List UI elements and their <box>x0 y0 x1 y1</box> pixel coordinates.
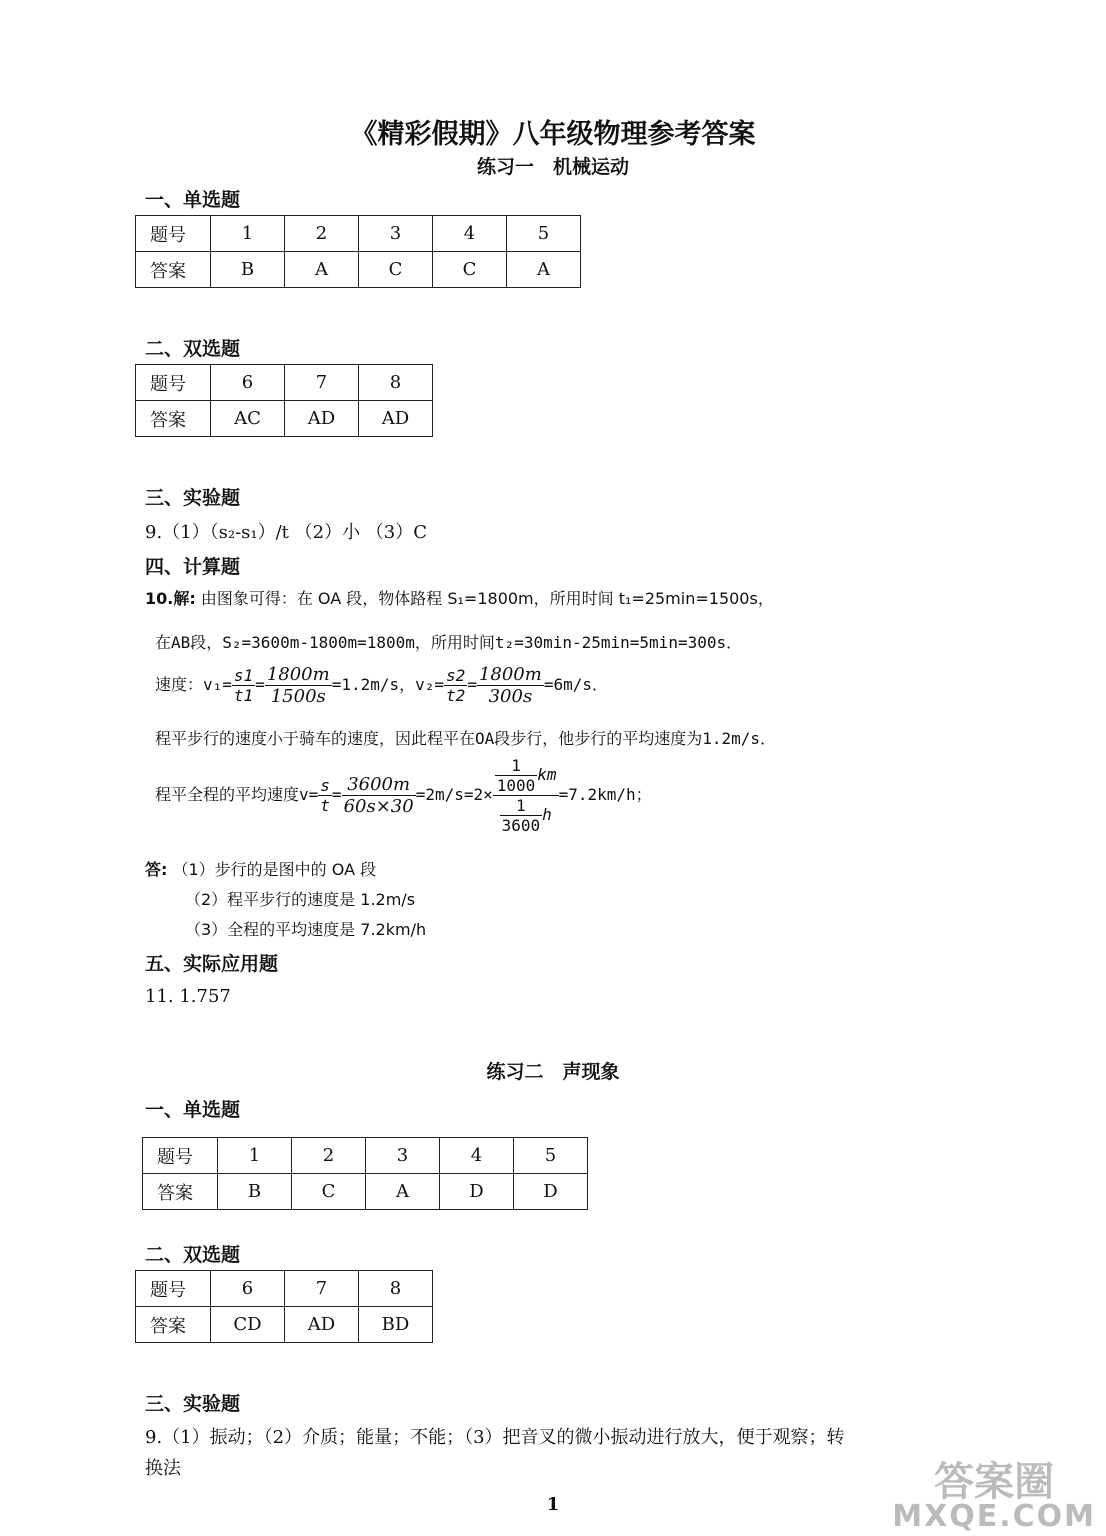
ex1-q9-answer: 9.（1）（s₂-s₁）/t （2）小 （3）C <box>145 522 428 543</box>
table-cell: AD <box>359 401 433 437</box>
table-cell: 6 <box>211 365 285 401</box>
table-cell: A <box>285 252 359 288</box>
ex1-section-calculation: 四、计算题 <box>145 556 241 578</box>
table-cell: 题号 <box>136 365 211 401</box>
ex1-section-single-choice: 一、单选题 <box>145 189 241 211</box>
table-cell: 7 <box>285 365 359 401</box>
table-row <box>136 1271 433 1307</box>
watermark-bottom: MXQE.COM <box>892 1499 1096 1534</box>
table-cell: 3 <box>366 1138 440 1174</box>
table-cell: 8 <box>359 365 433 401</box>
table-row <box>143 1174 588 1210</box>
table-cell: 2 <box>285 216 359 252</box>
ex2-section-double-choice: 二、双选题 <box>145 1244 241 1266</box>
table-cell: AC <box>211 401 285 437</box>
unit-text: h <box>542 805 552 824</box>
table-row <box>136 252 581 288</box>
ex1-q10-line4: 程平步行的速度小于骑车的速度，因此程平在OA段步行，他步行的平均速度为1.2m/s． <box>155 729 777 748</box>
fraction-numerator: 3600m <box>342 774 416 796</box>
fraction-numerator: 1800m <box>478 664 542 685</box>
ex2-section-single-choice: 一、单选题 <box>145 1099 241 1121</box>
fraction-denominator: t1 <box>233 686 254 705</box>
table-cell: 题号 <box>136 1271 211 1307</box>
table-cell: AD <box>285 401 359 437</box>
ex2-q9-answer-line1: 9.（1）振动；（2）介质；能量；不能；（3）把音叉的微小振动进行放大，便于观察；转 <box>145 1427 845 1448</box>
table-cell: BD <box>359 1307 433 1343</box>
table-cell: 答案 <box>143 1174 218 1210</box>
table-cell: B <box>218 1174 292 1210</box>
table-row <box>136 401 433 437</box>
fraction-numerator: 1 <box>495 756 538 776</box>
table-cell: 4 <box>433 216 507 252</box>
fraction-numerator: s1 <box>233 666 254 685</box>
watermark-top: 答案圈 <box>934 1459 1055 1505</box>
table-cell: 3 <box>359 216 433 252</box>
fraction-denominator: 1000 <box>496 776 536 795</box>
ex1-answer-line3: （3）全程的平均速度是 7.2km/h <box>185 920 427 939</box>
fraction-denominator: t <box>320 796 330 815</box>
ex1-double-choice-table <box>135 364 433 437</box>
fraction-numerator: s <box>320 776 330 795</box>
table-cell: 答案 <box>136 252 211 288</box>
ex1-section-double-choice: 二、双选题 <box>145 338 241 360</box>
table-cell: C <box>359 252 433 288</box>
fraction-denominator: 60s×30 <box>343 796 414 817</box>
table-cell: 6 <box>211 1271 285 1307</box>
ex1-q10-line1 <box>145 586 774 609</box>
exercise-2-title: 练习二 声现象 <box>486 1061 620 1083</box>
ex1-single-choice-table <box>135 215 581 288</box>
answer-label: 答: <box>145 860 168 879</box>
ex1-section-application: 五、实际应用题 <box>145 953 279 975</box>
table-cell: CD <box>211 1307 285 1343</box>
table-cell: A <box>366 1174 440 1210</box>
ex1-q10-line2: 在AB段，S₂=3600m-1800m=1800m，所用时间t₂=30min-25min=5min=300s． <box>155 633 743 652</box>
table-cell: 4 <box>440 1138 514 1174</box>
ex2-section-experiment: 三、实验题 <box>145 1393 241 1415</box>
fraction-denominator: t2 <box>446 686 466 705</box>
table-cell: 1 <box>218 1138 292 1174</box>
fraction-numerator: 1800m <box>266 664 330 685</box>
formula-text: 程平全程的平均速度v= <box>155 785 319 804</box>
table-row <box>136 1307 433 1343</box>
fraction-denominator: 300s <box>488 686 533 707</box>
fraction-denominator: 1500s <box>270 686 326 707</box>
formula-text: 速度：v₁= <box>155 675 232 694</box>
table-row <box>136 365 433 401</box>
table-cell: 题号 <box>136 216 211 252</box>
q10-label: 10.解: <box>145 589 196 608</box>
ex1-answer-line1 <box>145 857 376 880</box>
table-cell: 答案 <box>136 401 211 437</box>
ex2-double-choice-table <box>135 1270 433 1343</box>
table-cell: C <box>433 252 507 288</box>
ex1-answer-line2: （2）程平步行的速度是 1.2m/s <box>185 890 416 909</box>
table-row <box>136 216 581 252</box>
document-title: 《精彩假期》八年级物理参考答案 <box>350 119 756 150</box>
page-number: 1 <box>546 1494 560 1515</box>
table-cell: B <box>211 252 285 288</box>
table-cell: 答案 <box>136 1307 211 1343</box>
ex1-q10-speed-formula: 速度：v₁= $\frac{s1}{t1}$ = $\frac{1800m}{1500s}$ =1.2m/s，v₂= $\frac{s2}{t2}$ = $\frac{1800m}{300s}$ =6m/s． <box>155 664 609 707</box>
table-cell: 5 <box>507 216 581 252</box>
table-cell: D <box>514 1174 588 1210</box>
formula-text: =2m/s=2× <box>415 785 493 804</box>
fraction-numerator: 1 <box>500 796 543 816</box>
table-cell: D <box>440 1174 514 1210</box>
formula-text: =1.2m/s，v₂= <box>331 675 445 694</box>
answer-text: （1）步行的是图中的 OA 段 <box>172 860 377 879</box>
exercise-1-title: 练习一 机械运动 <box>476 156 629 178</box>
site-watermark-logo <box>892 1459 1096 1534</box>
ex1-section-experiment: 三、实验题 <box>145 487 241 509</box>
table-cell: 8 <box>359 1271 433 1307</box>
ex1-q10-average-formula: 程平全程的平均速度v= $\frac{s}{t}$ = $\frac{3600m}{60s\times 30}$ =2m/s=2× $\frac{1}{1000}$ km $\frac{1}{3600}$ h =7.2km/h； <box>155 756 652 835</box>
table-cell: 5 <box>514 1138 588 1174</box>
table-row <box>143 1138 588 1174</box>
formula-text: =7.2km/h； <box>558 785 652 804</box>
fraction-denominator: 3600 <box>501 816 541 835</box>
table-cell: 7 <box>285 1271 359 1307</box>
ex1-q11-answer: 11. 1.757 <box>145 986 231 1007</box>
ex2-single-choice-table <box>142 1137 588 1210</box>
table-cell: C <box>292 1174 366 1210</box>
fraction-numerator: s2 <box>446 666 466 685</box>
table-cell: 题号 <box>143 1138 218 1174</box>
unit-text: km <box>537 765 557 784</box>
formula-text: =6m/s． <box>543 675 609 694</box>
table-cell: AD <box>285 1307 359 1343</box>
table-cell: 1 <box>211 216 285 252</box>
ex2-q9-answer-line2: 换法 <box>145 1458 181 1479</box>
table-cell: A <box>507 252 581 288</box>
q10-text: 由图象可得：在 OA 段，物体路程 S₁=1800m，所用时间 t₁=25min=1500s， <box>200 589 774 608</box>
table-cell: 2 <box>292 1138 366 1174</box>
